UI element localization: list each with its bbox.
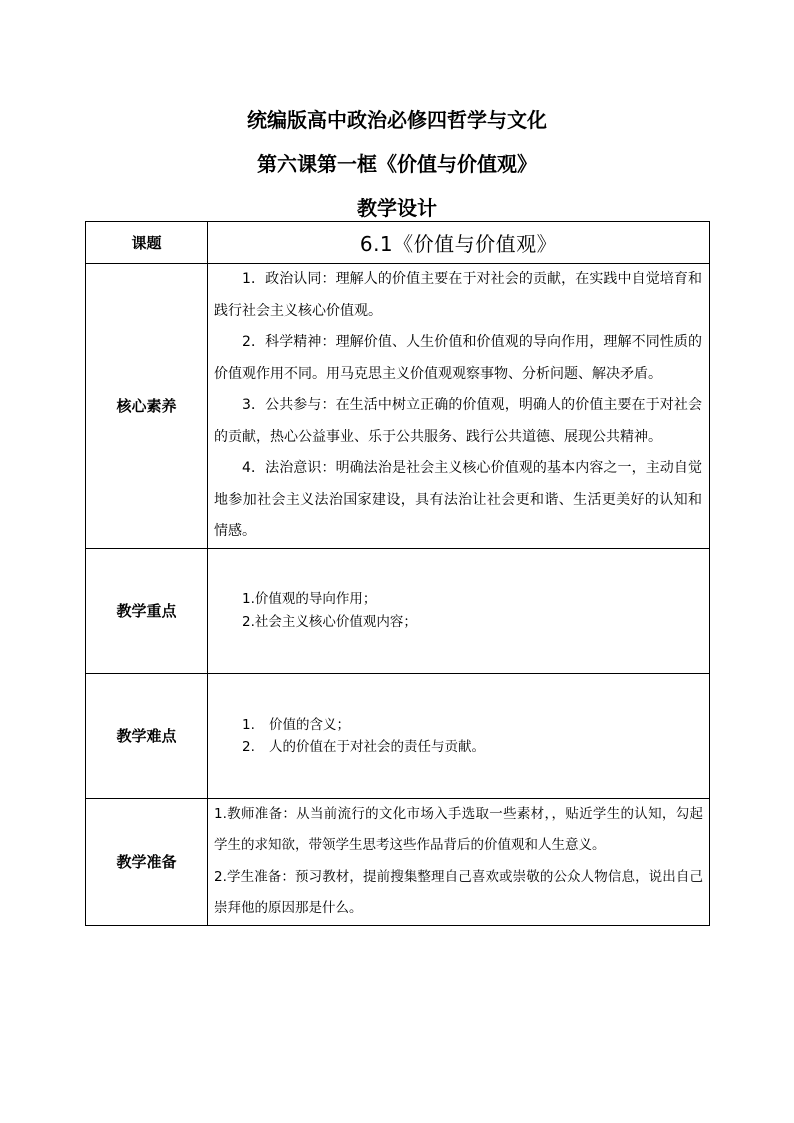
topic-value: 6.1《价值与价值观》 <box>359 232 558 256</box>
topic-label: 课题 <box>86 222 208 264</box>
core-literacy-label: 核心素养 <box>86 264 208 549</box>
preparation-student: 2.学生准备：预习教材，提前搜集整理自己喜欢或崇敬的公众人物信息，说出自己崇拜他的原因那是什么。 <box>214 868 703 916</box>
topic-cell <box>208 222 710 264</box>
preparation-teacher: 1.教师准备：从当前流行的文化市场入手选取一些素材，，贴近学生的认知，勾起学生的求知欲，带领学生思考这些作品背后的价值观和人生意义。 <box>214 805 703 853</box>
difficulty-text: 价值的含义； <box>269 716 350 733</box>
key-points-cell <box>208 548 710 673</box>
table-row-topic <box>86 222 710 264</box>
preparation-cell <box>208 798 710 925</box>
key-point-item: 2.社会主义核心价值观内容； <box>242 613 417 630</box>
document-header <box>0 98 794 230</box>
key-points-label: 教学重点 <box>86 548 208 673</box>
table-row-core-literacy <box>86 264 710 549</box>
difficulty-item <box>208 736 709 758</box>
difficulties-cell <box>208 673 710 798</box>
literacy-item-political: 1．政治认同：理解人的价值主要在于对社会的贡献，在实践中自觉培育和践行社会主义核心价值观。 <box>214 271 702 319</box>
difficulty-number: 1. <box>242 716 255 733</box>
difficulties-label: 教学难点 <box>86 673 208 798</box>
literacy-item-law: 4．法治意识：明确法治是社会主义核心价值观的基本内容之一，主动自觉地参加社会主义法治国家建设，具有法治让社会更和谐、生活更美好的认知和情感。 <box>214 460 702 539</box>
document-subtitle: 教学设计 <box>357 196 437 220</box>
difficulty-item <box>208 714 709 736</box>
difficulty-number: 2. <box>242 738 255 755</box>
table-row-key-points <box>86 548 710 673</box>
table-row-difficulties <box>86 673 710 798</box>
preparation-label: 教学准备 <box>86 798 208 925</box>
difficulties-list <box>208 714 709 758</box>
lesson-title: 第六课第一框《价值与价值观》 <box>257 152 537 176</box>
document-title: 统编版高中政治必修四哲学与文化 <box>247 108 547 132</box>
table-row-preparation <box>86 798 710 925</box>
difficulty-text: 人的价值在于对社会的责任与贡献。 <box>269 738 485 755</box>
key-point-item: 1.价值观的导向作用； <box>242 590 377 607</box>
literacy-item-public: 3．公共参与：在生活中树立正确的价值观，明确人的价值主要在于对社会的贡献，热心公益事业、乐于公共服务、践行公共道德、展现公共精神。 <box>214 397 702 445</box>
lesson-plan-table <box>85 221 710 926</box>
core-literacy-cell <box>208 264 710 549</box>
literacy-item-science: 2．科学精神：理解价值、人生价值和价值观的导向作用，理解不同性质的价值观作用不同。用马克思主义价值观观察事物、分析问题、解决矛盾。 <box>214 334 702 382</box>
